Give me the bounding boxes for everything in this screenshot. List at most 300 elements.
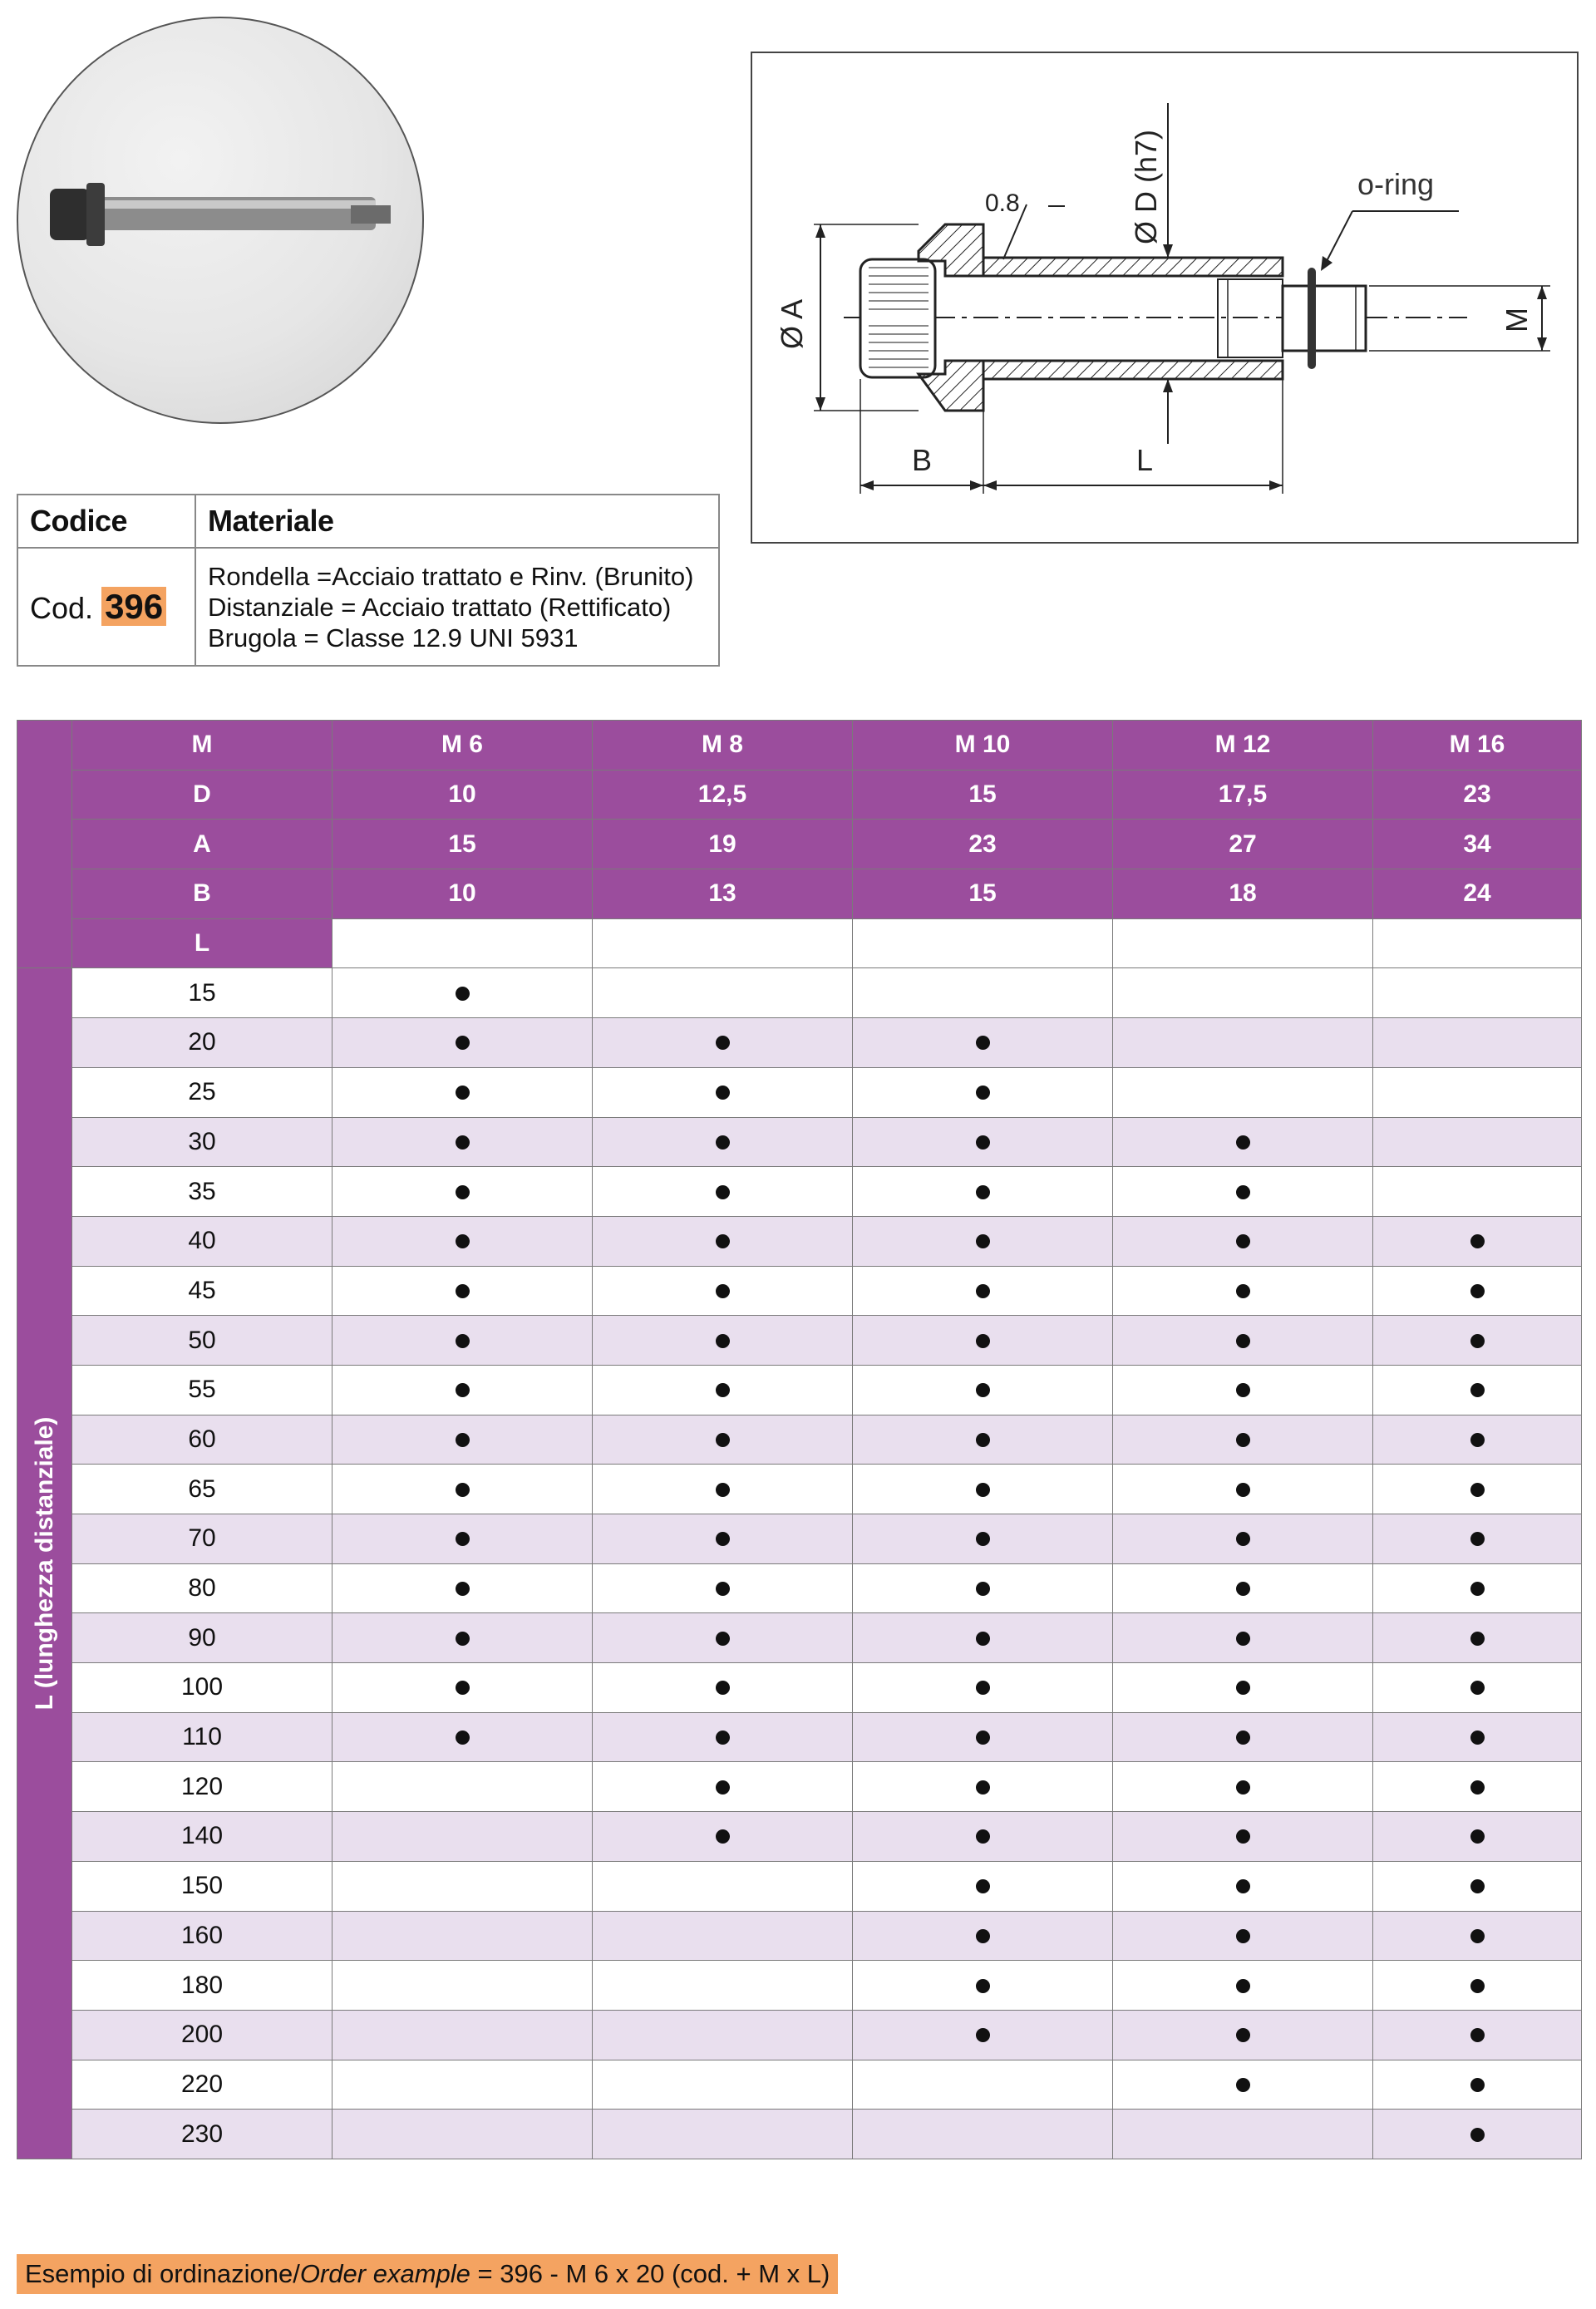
available-dot-icon [456,1433,470,1447]
table-row [17,1514,1582,1564]
availability-cell [1113,1812,1373,1862]
availability-cell [1373,1067,1582,1117]
availability-cell [1373,2060,1582,2110]
header-label-b: B [72,869,332,919]
header-value-a-3: 27 [1113,820,1373,869]
availability-cell [593,1266,853,1316]
availability-cell [853,1465,1113,1514]
table-row [17,1266,1582,1316]
header-value-b-3: 18 [1113,869,1373,919]
availability-cell [593,968,853,1018]
availability-cell [593,1465,853,1514]
label-diam-a: Ø A [775,298,809,349]
available-dot-icon [1470,1929,1485,1943]
available-dot-icon [1470,1483,1485,1497]
available-dot-icon [976,1284,990,1298]
table-row [17,1117,1582,1167]
available-dot-icon [976,2028,990,2042]
shoulder-bolt-image [18,18,426,426]
availability-cell [593,1663,853,1713]
label-l: L [1136,443,1154,477]
code-prefix: Cod. [30,591,94,625]
label-b: B [912,443,933,477]
header-label-a: A [72,820,332,869]
availability-cell [1373,1514,1582,1564]
availability-cell [853,1663,1113,1713]
availability-cell [593,2060,853,2110]
availability-cell [1113,1861,1373,1911]
available-dot-icon [456,1483,470,1497]
available-dot-icon [976,1532,990,1546]
table-row [17,1067,1582,1117]
availability-cell [1373,1365,1582,1415]
table-row [17,1167,1582,1217]
material-table-header-code: Codice [17,495,195,548]
material-screw: Brugola = Classe 12.9 UNI 5931 [208,623,579,652]
availability-cell [332,1712,593,1762]
header-value-d-1: 12,5 [593,770,853,820]
availability-cell [593,1514,853,1564]
header-value-m-4: M 16 [1373,721,1582,770]
available-dot-icon [1236,1284,1250,1298]
available-dot-icon [976,1929,990,1943]
available-dot-icon [976,1979,990,1993]
available-dot-icon [716,1433,730,1447]
availability-cell [1373,1812,1582,1862]
availability-cell [1373,1216,1582,1266]
availability-cell [593,1216,853,1266]
available-dot-icon [456,1582,470,1596]
available-dot-icon [716,1681,730,1695]
availability-cell [332,968,593,1018]
availability-cell [1113,1613,1373,1663]
length-value: 220 [72,2060,332,2110]
available-dot-icon [1236,1929,1250,1943]
available-dot-icon [1470,1731,1485,1745]
table-row [17,1365,1582,1415]
length-value: 25 [72,1067,332,1117]
length-value: 150 [72,1861,332,1911]
available-dot-icon [976,1582,990,1596]
table-row [17,1762,1582,1812]
length-value: 35 [72,1167,332,1217]
available-dot-icon [716,1532,730,1546]
available-dot-icon [1470,1681,1485,1695]
availability-cell [332,1514,593,1564]
availability-cell [332,2110,593,2159]
availability-cell [332,2010,593,2060]
available-dot-icon [1470,1234,1485,1248]
code-number: 396 [101,587,166,626]
available-dot-icon [976,1483,990,1497]
availability-cell [853,1861,1113,1911]
header-empty-cell [593,918,853,968]
available-dot-icon [456,1284,470,1298]
availability-cell [593,1167,853,1217]
available-dot-icon [976,1334,990,1348]
availability-cell [593,1067,853,1117]
availability-cell [332,1911,593,1961]
availability-cell [332,1663,593,1713]
available-dot-icon [1236,1532,1250,1546]
availability-cell [1373,1861,1582,1911]
available-dot-icon [1236,1879,1250,1893]
header-value-m-3: M 12 [1113,721,1373,770]
available-dot-icon [1236,1632,1250,1646]
length-value: 80 [72,1563,332,1613]
available-dot-icon [1470,1780,1485,1795]
availability-cell [853,1812,1113,1862]
availability-cell [593,1563,853,1613]
label-0-8: 0.8 [985,190,1020,217]
availability-cell [1373,1316,1582,1366]
availability-cell [593,1613,853,1663]
availability-cell [1113,1465,1373,1514]
label-diam-d: Ø D (h7) [1129,129,1163,244]
availability-cell [1373,1266,1582,1316]
availability-cell [1373,1663,1582,1713]
table-row [17,968,1582,1018]
availability-cell [853,2060,1113,2110]
available-dot-icon [976,1731,990,1745]
availability-cell [1373,1167,1582,1217]
availability-cell [1113,1663,1373,1713]
availability-cell [1373,1613,1582,1663]
availability-cell [853,1018,1113,1068]
availability-cell [853,968,1113,1018]
table-row [17,1216,1582,1266]
availability-cell [853,1117,1113,1167]
availability-cell [332,1812,593,1862]
availability-cell [332,1861,593,1911]
available-dot-icon [1470,1979,1485,1993]
table-row [17,2010,1582,2060]
length-value: 15 [72,968,332,1018]
availability-cell [1373,2110,1582,2159]
available-dot-icon [456,1036,470,1050]
order-example-suffix: = 396 - M 6 x 20 (cod. + M x L) [470,2259,830,2288]
header-value-b-2: 15 [853,869,1113,919]
order-example [17,2254,838,2294]
available-dot-icon [1236,2078,1250,2092]
availability-cell [853,1613,1113,1663]
available-dot-icon [1470,2128,1485,2142]
table-row [17,2110,1582,2159]
availability-cell [1113,1415,1373,1465]
available-dot-icon [456,1731,470,1745]
table-row [17,2060,1582,2110]
header-value-a-4: 34 [1373,820,1582,869]
header-value-m-0: M 6 [332,721,593,770]
available-dot-icon [456,1334,470,1348]
header-value-a-1: 19 [593,820,853,869]
length-value: 40 [72,1216,332,1266]
available-dot-icon [1236,1731,1250,1745]
availability-cell [332,1465,593,1514]
available-dot-icon [456,1086,470,1100]
order-example-prefix: Esempio di ordinazione/ [25,2259,300,2288]
availability-cell [593,2110,853,2159]
availability-cell [1113,1961,1373,2011]
availability-cell [853,1365,1113,1415]
header-row-b [17,869,1582,919]
available-dot-icon [716,1582,730,1596]
header-label-d: D [72,770,332,820]
available-dot-icon [1470,1383,1485,1397]
availability-cell [853,2110,1113,2159]
available-dot-icon [1236,1383,1250,1397]
label-oring: o-ring [1357,167,1435,201]
material-list [195,548,719,666]
availability-cell [593,1911,853,1961]
availability-cell [1373,1465,1582,1514]
availability-cell [332,1266,593,1316]
availability-cell [593,1861,853,1911]
availability-cell [853,1316,1113,1366]
availability-cell [1113,1712,1373,1762]
code-cell [17,548,195,666]
available-dot-icon [976,1383,990,1397]
material-table-header-material: Materiale [195,495,719,548]
availability-cell [1113,1911,1373,1961]
availability-cell [593,1018,853,1068]
length-value: 60 [72,1415,332,1465]
header-value-a-2: 23 [853,820,1113,869]
available-dot-icon [716,1086,730,1100]
technical-drawing [751,52,1579,544]
length-value: 45 [72,1266,332,1316]
header-value-m-2: M 10 [853,721,1113,770]
availability-cell [593,1365,853,1415]
table-row [17,1018,1582,1068]
table-row [17,1563,1582,1613]
availability-cell [1113,2010,1373,2060]
material-spacer: Distanziale = Acciaio trattato (Rettificato) [208,592,672,622]
availability-cell [1373,968,1582,1018]
length-value: 160 [72,1911,332,1961]
availability-cell [853,1216,1113,1266]
availability-cell [1373,1018,1582,1068]
available-dot-icon [716,1780,730,1795]
length-value: 30 [72,1117,332,1167]
header-empty-cell [1373,918,1582,968]
availability-cell [332,1961,593,2011]
available-dot-icon [1236,1334,1250,1348]
header-row-d [17,770,1582,820]
header-value-d-2: 15 [853,770,1113,820]
available-dot-icon [1236,1780,1250,1795]
availability-cell [1113,1067,1373,1117]
available-dot-icon [1236,1433,1250,1447]
available-dot-icon [1470,1829,1485,1844]
length-value: 110 [72,1712,332,1762]
available-dot-icon [976,1135,990,1150]
table-row [17,1613,1582,1663]
length-value: 20 [72,1018,332,1068]
availability-cell [593,1316,853,1366]
table-row [17,1911,1582,1961]
available-dot-icon [976,1185,990,1199]
availability-cell [1113,1316,1373,1366]
availability-cell [332,1117,593,1167]
available-dot-icon [716,1334,730,1348]
availability-cell [1373,1415,1582,1465]
availability-cell [332,1216,593,1266]
available-dot-icon [1470,2078,1485,2092]
availability-cell [1113,2110,1373,2159]
header-value-a-0: 15 [332,820,593,869]
available-dot-icon [1236,1135,1250,1150]
table-row [17,1415,1582,1465]
availability-cell [1373,1563,1582,1613]
header-empty-cell [332,918,593,968]
available-dot-icon [716,1731,730,1745]
available-dot-icon [976,1829,990,1844]
available-dot-icon [976,1433,990,1447]
length-value: 70 [72,1514,332,1564]
availability-cell [1113,1563,1373,1613]
length-value: 140 [72,1812,332,1862]
header-row-l [17,918,1582,968]
side-label: L (lunghezza distanziale) [30,1416,58,1711]
available-dot-icon [456,1532,470,1546]
availability-cell [1113,1117,1373,1167]
availability-cell [593,1415,853,1465]
order-example-italic: Order example [299,2259,470,2288]
available-dot-icon [716,1234,730,1248]
available-dot-icon [1470,1433,1485,1447]
availability-cell [1373,2010,1582,2060]
availability-cell [593,1812,853,1862]
availability-cell [853,1563,1113,1613]
available-dot-icon [456,1383,470,1397]
available-dot-icon [1470,1632,1485,1646]
availability-cell [593,1117,853,1167]
availability-cell [332,2060,593,2110]
spec-table [17,720,1582,2159]
header-value-b-4: 24 [1373,869,1582,919]
available-dot-icon [1236,1185,1250,1199]
availability-cell [853,1415,1113,1465]
availability-cell [1113,1167,1373,1217]
available-dot-icon [1236,1234,1250,1248]
available-dot-icon [456,1632,470,1646]
availability-cell [853,1266,1113,1316]
header-value-d-4: 23 [1373,770,1582,820]
available-dot-icon [456,1681,470,1695]
available-dot-icon [1236,1681,1250,1695]
availability-cell [593,1961,853,2011]
available-dot-icon [1470,1334,1485,1348]
length-value: 230 [72,2110,332,2159]
availability-cell [1113,1514,1373,1564]
availability-cell [332,1613,593,1663]
header-row-a [17,820,1582,869]
availability-cell [1113,2060,1373,2110]
header-value-b-0: 10 [332,869,593,919]
available-dot-icon [976,1086,990,1100]
length-value: 100 [72,1663,332,1713]
header-value-b-1: 13 [593,869,853,919]
availability-cell [853,1911,1113,1961]
available-dot-icon [716,1483,730,1497]
available-dot-icon [976,1632,990,1646]
availability-cell [1113,1365,1373,1415]
available-dot-icon [976,1036,990,1050]
availability-cell [332,1415,593,1465]
availability-cell [1373,1762,1582,1812]
length-value: 120 [72,1762,332,1812]
available-dot-icon [1236,1829,1250,1844]
available-dot-icon [1236,2028,1250,2042]
header-label-m: M [72,721,332,770]
availability-cell [593,1762,853,1812]
side-header-block [17,721,72,968]
available-dot-icon [1470,2028,1485,2042]
availability-cell [332,1167,593,1217]
available-dot-icon [716,1036,730,1050]
availability-cell [853,1067,1113,1117]
available-dot-icon [716,1383,730,1397]
available-dot-icon [1236,1483,1250,1497]
header-value-d-3: 17,5 [1113,770,1373,820]
available-dot-icon [456,987,470,1001]
label-m: M [1500,308,1534,332]
header-row-m [17,721,1582,770]
availability-cell [1373,1911,1582,1961]
availability-cell [1373,1712,1582,1762]
material-table [17,494,720,667]
availability-cell [853,1961,1113,2011]
availability-cell [1373,1117,1582,1167]
availability-cell [593,2010,853,2060]
availability-cell [1113,1762,1373,1812]
table-row [17,1663,1582,1713]
header-empty-cell [853,918,1113,968]
table-row [17,1316,1582,1366]
header-value-d-0: 10 [332,770,593,820]
length-value: 90 [72,1613,332,1663]
material-washer: Rondella =Acciaio trattato e Rinv. (Brunito) [208,561,694,591]
available-dot-icon [1470,1582,1485,1596]
availability-cell [853,1167,1113,1217]
drawing-svg [752,53,1577,542]
table-row [17,1812,1582,1862]
available-dot-icon [1236,1582,1250,1596]
available-dot-icon [1470,1879,1485,1893]
availability-cell [332,1067,593,1117]
available-dot-icon [976,1681,990,1695]
table-row [17,1712,1582,1762]
availability-cell [1113,968,1373,1018]
availability-cell [1113,1266,1373,1316]
length-value: 180 [72,1961,332,2011]
available-dot-icon [716,1135,730,1150]
availability-cell [1113,1216,1373,1266]
availability-cell [332,1762,593,1812]
length-value: 65 [72,1465,332,1514]
header-empty-cell [1113,918,1373,968]
product-photo [17,17,424,424]
available-dot-icon [1236,1979,1250,1993]
length-value: 200 [72,2010,332,2060]
table-row [17,1465,1582,1514]
availability-cell [332,1563,593,1613]
availability-cell [853,1712,1113,1762]
availability-cell [332,1018,593,1068]
available-dot-icon [456,1234,470,1248]
available-dot-icon [716,1284,730,1298]
